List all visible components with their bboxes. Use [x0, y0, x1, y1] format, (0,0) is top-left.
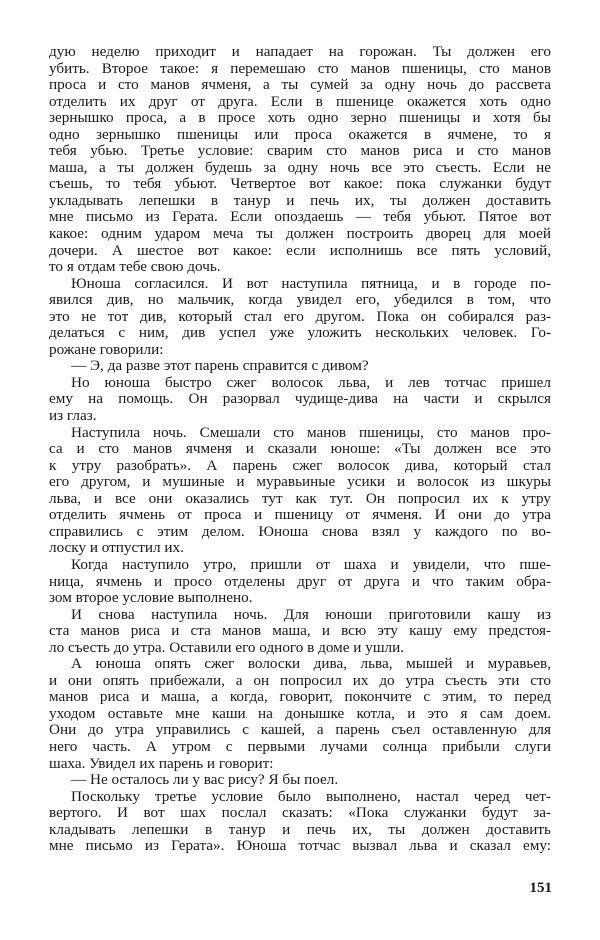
- text-line: лоску и отпустил их.: [49, 539, 184, 557]
- text-line: какое: одним ударом меча ты должен построить дворец для моей: [49, 225, 551, 243]
- text-line: него часть. А утром с первыми лучами солнца прибыли слуги: [49, 737, 551, 755]
- text-line: ница, ячмень и просо отделены друг от друга и что таким обра-: [49, 572, 551, 590]
- text-line: ло съесть до утра. Оставили его одного в доме и ушли.: [49, 638, 405, 656]
- paragraph: [49, 789, 551, 855]
- text-line: са и сто манов ячменя и сказали юноше: «Ты должен все это: [49, 440, 551, 458]
- text-line: укладывать лепешки в танур и печь их, ты должен доставить: [49, 191, 551, 209]
- text-line: Поскольку третье условие было выполнено, настал черед чет-: [71, 787, 551, 805]
- text-line: ста манов риса и ста манов маша, и всю эту кашу ему предстоя-: [49, 622, 551, 640]
- text-line: — Э, да разве этот парень справится с дивом?: [71, 357, 369, 375]
- text-line: из глаз.: [49, 407, 97, 425]
- paragraph: [49, 557, 551, 607]
- paragraph: [49, 425, 551, 557]
- text-line: к утру разобрать». А парень сжег волосок дива, который стал: [49, 456, 551, 474]
- text-line: явился див, но мальчик, когда увидел его, убедился в том, что: [49, 291, 551, 309]
- text-line: и они опять прибежали, а он попросил их до утра съесть эти сто: [49, 671, 551, 689]
- page-body: [49, 44, 551, 855]
- text-line: убить. Второе такое: я перемешаю сто манов пшеницы, сто манов: [49, 59, 551, 77]
- text-line: его другом, и мушиные и муравьиные усики и волосок из шкуры: [49, 473, 551, 491]
- text-line: Но юноша быстро сжег волосок льва, и лев тотчас пришел: [71, 373, 551, 391]
- text-line: тебя убью. Третье условие: сварим сто манов риса и сто манов: [49, 142, 551, 160]
- text-line: рожане говорили:: [49, 340, 164, 358]
- paragraph: [49, 375, 551, 425]
- paragraph: [49, 44, 551, 276]
- text-line: отделить их друг от друга. Если в пшенице окажется хоть одно: [49, 92, 551, 110]
- text-line: Наступила ночь. Смешали сто манов пшеницы, сто манов про-: [71, 423, 551, 441]
- text-line: А юноша опять сжег волоски дива, льва, мышей и муравьев,: [71, 655, 551, 673]
- paragraph: [49, 276, 551, 359]
- text-line: кладывать лепешки в танур и печь их, ты должен доставить: [49, 820, 551, 838]
- paragraph: [49, 772, 551, 789]
- paragraph: [49, 607, 551, 657]
- text-line: вертого. И вот шах послал сказать: «Пока служанки будут за-: [49, 804, 551, 822]
- text-line: это не тот див, который стал его другом. Пока он собирался раз-: [49, 307, 551, 325]
- text-line: Они до утра управились с кашей, а парень съел оставленную для: [49, 721, 551, 739]
- text-line: — Не осталось ли у вас рису? Я бы поел.: [71, 771, 339, 789]
- text-line: справились с этим делом. Юноша снова взял у каждого по во-: [49, 522, 551, 540]
- text-line: мне письмо из Герата. Если опоздаешь — тебя убьют. Пятое вот: [49, 208, 551, 226]
- text-line: дую неделю приходит и нападает на горожан. Ты должен его: [49, 43, 551, 60]
- text-line: уходом оставьте мне каши на донышке котла, и это я сам доем.: [49, 704, 551, 722]
- text-line: съешь, то тебя убьют. Четвертое вот какое: пока служанки будут: [49, 175, 551, 193]
- text-line: маша, а ты должен будешь за одну ночь все это съесть. Если не: [49, 158, 551, 176]
- paragraph: [49, 656, 551, 772]
- text-line: делаться с ним, див успел уже уложить нескольких человек. Го-: [49, 324, 551, 342]
- text-line: Юноша согласился. И вот наступила пятница, и в городе по-: [71, 274, 551, 292]
- text-line: отделить ячмень от проса и пшеницу от ячменя. И они до утра: [49, 506, 551, 524]
- text-line: льва, и все они оказались тут как тут. Он попросил их к утру: [49, 489, 551, 507]
- text-line: зом второе условие выполнено.: [49, 589, 253, 607]
- text-line: манов риса и маша, а когда, говорит, покончите с этим, то перед: [49, 688, 551, 706]
- text-line: зернышко проса, а в просе хоть одно зерно пшеницы и хотя бы: [49, 109, 551, 127]
- text-line: мне письмо из Герата». Юноша тотчас вызвал льва и сказал ему:: [49, 837, 551, 855]
- text-line: И снова наступила ночь. Для юноши приготовили кашу из: [71, 605, 551, 623]
- text-line: Когда наступило утро, пришли от шаха и увидели, что пше-: [71, 555, 551, 573]
- text-line: проса и сто манов ячменя, а ты сумей за одну ночь до рассвета: [49, 76, 551, 94]
- paragraph: [49, 358, 551, 375]
- text-line: дочери. А шестое вот какое: если исполнишь все пять условий,: [49, 241, 551, 259]
- text-line: шаха. Увидел их парень и говорит:: [49, 754, 274, 772]
- text-line: одно зернышко пшеницы или проса окажется в ячмене, то я: [49, 125, 551, 143]
- text-line: ему на помощь. Он разорвал чудище-дива на части и скрылся: [49, 390, 551, 408]
- page-number: 151: [529, 880, 552, 896]
- text-line: то я отдам тебе свою дочь.: [49, 258, 221, 276]
